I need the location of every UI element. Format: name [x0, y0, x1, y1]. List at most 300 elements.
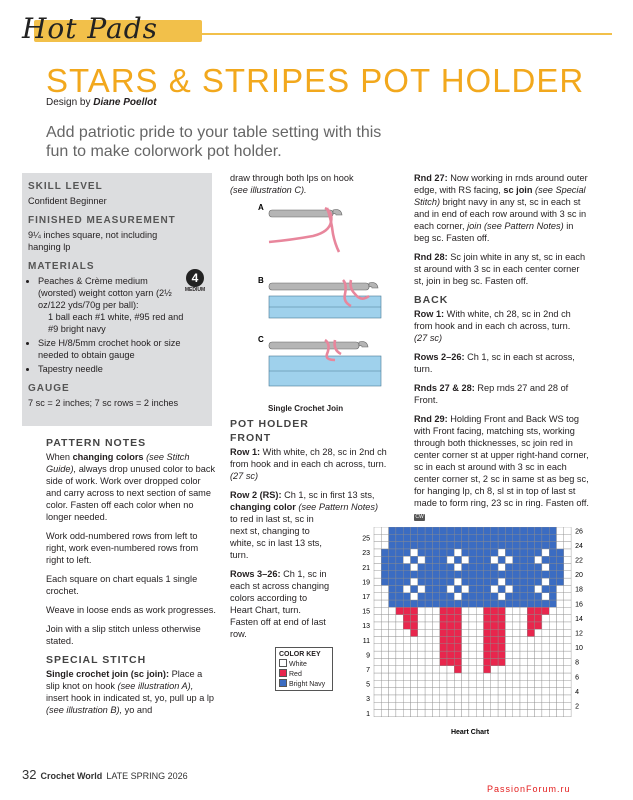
chart-cell: [520, 651, 527, 658]
chart-cell: [491, 695, 498, 702]
chart-cell: [535, 593, 542, 600]
chart-cell: [403, 564, 410, 571]
chart-cell: [535, 527, 542, 534]
chart-cell: [374, 637, 381, 644]
chart-cell: [425, 680, 432, 687]
row-label: 12: [575, 630, 583, 638]
chart-cell: [564, 607, 571, 614]
chart-cell: [425, 593, 432, 600]
chart-cell: [403, 593, 410, 600]
chart-cell: [527, 644, 534, 651]
chart-cell: [542, 673, 549, 680]
color-key-title: COLOR KEY: [279, 651, 321, 658]
chart-cell: [491, 673, 498, 680]
chart-cell: [447, 534, 454, 541]
chart-cell: [425, 658, 432, 665]
chart-cell: [527, 680, 534, 687]
chart-cell: [527, 637, 534, 644]
chart-cell: [389, 593, 396, 600]
chart-cell: [469, 651, 476, 658]
note: Weave in loose ends as work progresses.: [46, 605, 216, 615]
chart-cell: [557, 607, 564, 614]
chart-cell: [418, 556, 425, 563]
chart-cell: [403, 571, 410, 578]
instruction-row: Row 2 (RS): Ch 1, sc in first 13 sts, changing color (see Pattern Notes) to red in last st, sc in next st, changing to white, sc in last 13 sts, turn.: [230, 490, 379, 560]
chart-cell: [374, 534, 381, 541]
chart-cell: [411, 702, 418, 709]
chart-cell: [432, 695, 439, 702]
chart-cell: [542, 680, 549, 687]
chart-cell: [520, 593, 527, 600]
chart-cell: [432, 673, 439, 680]
chart-cell: [542, 629, 549, 636]
chart-cell: [520, 622, 527, 629]
chart-cell: [374, 666, 381, 673]
chart-cell: [432, 593, 439, 600]
chart-cell: [462, 571, 469, 578]
chart-cell: [513, 695, 520, 702]
chart-cell: [411, 680, 418, 687]
chart-cell: [454, 600, 461, 607]
chart-cell: [462, 666, 469, 673]
chart-cell: [476, 658, 483, 665]
chart-cell: [564, 615, 571, 622]
special-stitch-text: Single crochet join (sc join): Place a slip knot on hook (see illustration A), insert hook in indicated st, yo, pull up a lp (see illustration B), yo and: [46, 669, 215, 715]
row-label: 21: [362, 564, 370, 572]
chart-cell: [513, 542, 520, 549]
chart-cell: [381, 651, 388, 658]
chart-cell: [440, 695, 447, 702]
instruction-row: Rnds 27 & 28: Rep rnds 27 and 28 of Front.: [414, 383, 569, 405]
chart-cell: [557, 564, 564, 571]
chart-cell: [498, 527, 505, 534]
chart-cell: [484, 564, 491, 571]
chart-cell: [374, 556, 381, 563]
chart-cell: [491, 622, 498, 629]
chart-cell: [425, 702, 432, 709]
special-stitch-continued: [230, 172, 400, 196]
chart-cell: [513, 600, 520, 607]
chart-cell: [557, 578, 564, 585]
chart-cell: [418, 666, 425, 673]
chart-cell: [476, 637, 483, 644]
chart-cell: [535, 564, 542, 571]
chart-cell: [549, 600, 556, 607]
instruction-row: Rnd 29: Holding Front and Back WS tog with Front facing, matching sts, working through both thicknesses, sc join red in center corner st at upper right-hand corner, sc in each st around with 3 sc in each center corner st, 2 sc in same st as beg sc, for hanging lp, ch 8, sl st in top of last st made to form ring, 23 sc in ring. Fasten off. CW: [414, 414, 589, 520]
chart-cell: [564, 666, 571, 673]
chart-cell: [520, 710, 527, 717]
chart-cell: [389, 556, 396, 563]
chart-cell: [476, 615, 483, 622]
chart-cell: [447, 607, 454, 614]
chart-cell: [418, 549, 425, 556]
chart-cell: [389, 615, 396, 622]
chart-cell: [513, 658, 520, 665]
chart-cell: [374, 695, 381, 702]
chart-cell: [542, 615, 549, 622]
chart-cell: [411, 534, 418, 541]
chart-cell: [462, 695, 469, 702]
chart-cell: [440, 637, 447, 644]
chart-cell: [425, 695, 432, 702]
chart-cell: [549, 637, 556, 644]
chart-cell: [411, 571, 418, 578]
chart-cell: [425, 615, 432, 622]
chart-cell: [440, 549, 447, 556]
chart-cell: [513, 666, 520, 673]
chart-cell: [447, 658, 454, 665]
chart-cell: [498, 615, 505, 622]
chart-cell: [505, 680, 512, 687]
chart-cell: [418, 564, 425, 571]
chart-cell: [403, 629, 410, 636]
chart-cell: [381, 556, 388, 563]
chart-cell: [476, 564, 483, 571]
chart-cell: [513, 571, 520, 578]
chart-cell: [535, 578, 542, 585]
chart-cell: [454, 527, 461, 534]
chart-cell: [498, 673, 505, 680]
chart-cell: [491, 578, 498, 585]
row-label: 20: [575, 572, 583, 580]
chart-cell: [440, 527, 447, 534]
chart-cell: [527, 622, 534, 629]
chart-cell: [498, 651, 505, 658]
chart-cell: [505, 571, 512, 578]
chart-cell: [374, 658, 381, 665]
chart-cell: [381, 666, 388, 673]
chart-cell: [491, 666, 498, 673]
chart-cell: [557, 651, 564, 658]
chart-cell: [381, 534, 388, 541]
chart-cell: [484, 680, 491, 687]
chart-cell: [440, 622, 447, 629]
chart-cell: [549, 527, 556, 534]
chart-cell: [440, 658, 447, 665]
chart-cell: [432, 637, 439, 644]
chart-cell: [513, 564, 520, 571]
chart-cell: [454, 637, 461, 644]
chart-cell: [425, 644, 432, 651]
chart-cell: [432, 651, 439, 658]
chart-cell: [505, 710, 512, 717]
chart-cell: [440, 651, 447, 658]
chart-cell: [374, 578, 381, 585]
chart-cell: [447, 702, 454, 709]
chart-cell: [432, 615, 439, 622]
chart-cell: [374, 549, 381, 556]
pot-holder-finishing: [414, 172, 590, 528]
chart-cell: [396, 615, 403, 622]
chart-cell: [542, 585, 549, 592]
chart-cell: [396, 629, 403, 636]
instruction-row: Rows 3–26: Ch 1, sc in each st across changing colors according to Heart Chart, turn. Fasten off at end of last row.: [230, 569, 330, 639]
chart-cell: [491, 542, 498, 549]
chart-cell: [527, 578, 534, 585]
chart-cell: [535, 673, 542, 680]
chart-cell: [432, 534, 439, 541]
chart-cell: [535, 549, 542, 556]
chart-cell: [454, 571, 461, 578]
chart-cell: [476, 695, 483, 702]
chart-cell: [396, 644, 403, 651]
chart-cell: [374, 564, 381, 571]
chart-cell: [542, 534, 549, 541]
chart-cell: [476, 593, 483, 600]
chart-cell: [440, 600, 447, 607]
chart-cell: [469, 600, 476, 607]
chart-cell: [476, 607, 483, 614]
chart-cell: [389, 549, 396, 556]
row-label: 16: [575, 601, 583, 609]
chart-cell: [462, 673, 469, 680]
chart-cell: [403, 622, 410, 629]
chart-cell: [381, 710, 388, 717]
chart-cell: [403, 702, 410, 709]
chart-cell: [520, 549, 527, 556]
chart-cell: [549, 578, 556, 585]
chart-cell: [469, 637, 476, 644]
chart-cell: [513, 702, 520, 709]
chart-cell: [484, 578, 491, 585]
chart-cell: [462, 578, 469, 585]
chart-cell: [389, 629, 396, 636]
chart-cell: [432, 578, 439, 585]
chart-cell: [520, 695, 527, 702]
row-label: 23: [362, 550, 370, 558]
chart-cell: [447, 637, 454, 644]
chart-cell: [425, 688, 432, 695]
chart-cell: [535, 702, 542, 709]
chart-cell: [403, 578, 410, 585]
chart-cell: [527, 585, 534, 592]
chart-cell: [396, 651, 403, 658]
chart-cell: [432, 666, 439, 673]
chart-cell: [476, 644, 483, 651]
chart-cell: [447, 673, 454, 680]
chart-cell: [542, 710, 549, 717]
chart-cell: [542, 702, 549, 709]
chart-cell: [535, 637, 542, 644]
chart-cell: [549, 622, 556, 629]
chart-cell: [557, 534, 564, 541]
chart-cell: [527, 607, 534, 614]
chart-cell: [374, 593, 381, 600]
chart-cell: [403, 534, 410, 541]
chart-cell: [440, 585, 447, 592]
chart-cell: [549, 695, 556, 702]
chart-cell: [549, 658, 556, 665]
row-label: 11: [362, 637, 370, 645]
chart-cell: [557, 666, 564, 673]
chart-cell: [440, 710, 447, 717]
illus-label-a: A: [258, 203, 264, 212]
chart-cell: [389, 571, 396, 578]
chart-cell: [381, 615, 388, 622]
chart-cell: [491, 549, 498, 556]
chart-cell: [491, 607, 498, 614]
chart-cell: [542, 651, 549, 658]
chart-cell: [418, 651, 425, 658]
chart-cell: [476, 527, 483, 534]
chart-cell: [564, 585, 571, 592]
chart-cell: [505, 615, 512, 622]
row-label: 1: [366, 710, 370, 718]
chart-cell: [505, 593, 512, 600]
chart-cell: [425, 629, 432, 636]
chart-cell: [403, 637, 410, 644]
chart-cell: [462, 710, 469, 717]
chart-cell: [418, 680, 425, 687]
chart-cell: [381, 629, 388, 636]
chart-cell: [396, 585, 403, 592]
chart-cell: [476, 542, 483, 549]
sc-join-illustration: [255, 200, 385, 405]
chart-cell: [535, 680, 542, 687]
chart-cell: [542, 688, 549, 695]
chart-cell: [389, 542, 396, 549]
chart-cell: [484, 571, 491, 578]
chart-cell: [549, 629, 556, 636]
instruction-row: Rnd 27: Now working in rnds around outer edge, with RS facing, sc join (see Special Stitch) bright navy in any st, sc in each st and in end of each row around with 3 sc in each corner, join (see Pattern Notes) in beg sc. Fasten off.: [414, 173, 588, 243]
chart-cell: [462, 527, 469, 534]
chart-cell: [535, 534, 542, 541]
chart-cell: [535, 571, 542, 578]
chart-cell: [491, 688, 498, 695]
chart-cell: [527, 615, 534, 622]
chart-cell: [491, 644, 498, 651]
chart-cell: [411, 600, 418, 607]
chart-cell: [462, 702, 469, 709]
chart-cell: [491, 534, 498, 541]
chart-cell: [549, 571, 556, 578]
chart-cell: [447, 622, 454, 629]
chart-cell: [513, 578, 520, 585]
chart-cell: [491, 615, 498, 622]
chart-cell: [469, 615, 476, 622]
row-labels-left: [362, 536, 370, 718]
chart-cell: [476, 688, 483, 695]
chart-cell: [454, 673, 461, 680]
chart-cell: [564, 629, 571, 636]
heart-chart: [352, 527, 612, 742]
chart-cell: [549, 680, 556, 687]
chart-cell: [432, 585, 439, 592]
gauge-heading: GAUGE: [28, 383, 70, 394]
chart-cell: [396, 637, 403, 644]
chart-cell: [557, 527, 564, 534]
chart-cell: [484, 607, 491, 614]
chart-cell: [469, 666, 476, 673]
chart-cell: [564, 695, 571, 702]
row-label: 5: [366, 681, 370, 689]
chart-cell: [557, 673, 564, 680]
chart-cell: [454, 702, 461, 709]
chart-cell: [557, 622, 564, 629]
chart-cell: [389, 673, 396, 680]
chart-cell: [542, 658, 549, 665]
chart-cell: [411, 688, 418, 695]
chart-cell: [564, 571, 571, 578]
chart-cell: [520, 534, 527, 541]
header-rule: [162, 33, 612, 35]
chart-cell: [542, 644, 549, 651]
chart-cell: [564, 564, 571, 571]
chart-cell: [520, 637, 527, 644]
chart-cell: [549, 710, 556, 717]
chart-cell: [520, 666, 527, 673]
materials-heading: MATERIALS: [28, 261, 95, 272]
chart-cell: [542, 571, 549, 578]
chart-cell: [564, 549, 571, 556]
chart-cell: [498, 585, 505, 592]
chart-cell: [447, 542, 454, 549]
chart-cell: [418, 585, 425, 592]
chart-cell: [564, 637, 571, 644]
chart-cell: [513, 673, 520, 680]
chart-cell: [411, 651, 418, 658]
chart-cell: [505, 673, 512, 680]
chart-cell: [469, 710, 476, 717]
chart-cell: [418, 644, 425, 651]
chart-cell: [462, 556, 469, 563]
chart-cell: [432, 556, 439, 563]
chart-cell: [520, 629, 527, 636]
chart-cell: [549, 564, 556, 571]
chart-cell: [454, 658, 461, 665]
chart-cell: [440, 688, 447, 695]
chart-cell: [535, 600, 542, 607]
chart-cell: [498, 695, 505, 702]
row-label: 22: [575, 557, 583, 565]
chart-cell: [462, 593, 469, 600]
chart-cell: [432, 688, 439, 695]
chart-cell: [520, 673, 527, 680]
chart-cell: [396, 578, 403, 585]
chart-cell: [374, 629, 381, 636]
hook-c-icon: [269, 340, 381, 386]
front-heading: FRONT: [230, 432, 272, 444]
chart-cell: [535, 556, 542, 563]
chart-cell: [520, 680, 527, 687]
chart-cell: [535, 658, 542, 665]
chart-cell: [513, 710, 520, 717]
chart-cell: [535, 651, 542, 658]
chart-cell: [396, 622, 403, 629]
page-title: STARS & STRIPES POT HOLDER: [46, 62, 585, 99]
designer-prefix: Design by: [46, 97, 91, 108]
chart-cell: [447, 527, 454, 534]
chart-cell: [484, 593, 491, 600]
chart-cell: [520, 585, 527, 592]
special-stitch-heading: SPECIAL STITCH: [46, 654, 147, 666]
chart-cell: [462, 644, 469, 651]
chart-cell: [411, 666, 418, 673]
chart-cell: [381, 571, 388, 578]
chart-cell: [462, 564, 469, 571]
chart-cell: [447, 564, 454, 571]
chart-cell: [432, 644, 439, 651]
chart-cell: [491, 658, 498, 665]
chart-cell: [403, 710, 410, 717]
chart-cell: [447, 680, 454, 687]
instruction-row: Row 1: With white, ch 28, sc in 2nd ch from hook and in each ch across, turn. (27 sc): [230, 447, 387, 481]
illustration-caption: Single Crochet Join: [268, 404, 344, 413]
chart-cell: [549, 585, 556, 592]
chart-cell: [564, 556, 571, 563]
chart-cell: [484, 615, 491, 622]
chart-cell: [432, 600, 439, 607]
